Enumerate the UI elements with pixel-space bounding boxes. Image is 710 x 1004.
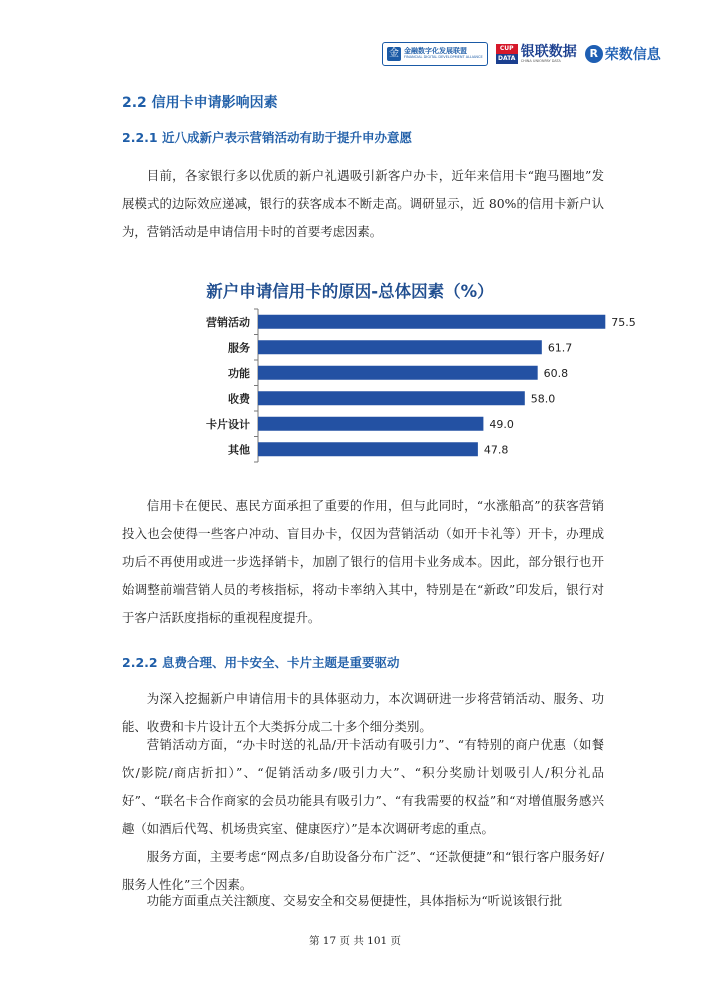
bar-6: [258, 442, 478, 456]
cup-data-logo: [496, 44, 577, 64]
section-heading: 2.2 信用卡申请影响因素: [122, 95, 278, 111]
fdda-logo-icon: 金: [389, 48, 399, 59]
data-label: 75.5: [611, 315, 636, 329]
fdda-logo-cn: 金融数字化发展联盟: [404, 47, 467, 56]
cup-data-logo-en: CHINA UNIONPAY DATA: [520, 58, 561, 63]
bar-3: [258, 366, 538, 380]
paragraph-2: 信用卡在便民、惠民方面承担了重要的作用，但与此同时，“水涨船高”的获客营销投入也会使得一些客户冲动、盲目办卡，仅因为营销活动（如开卡礼等）开卡，办理成功后不再使用或进一步选择销卡，加剧了银行的信用卡业务成本。因此，部分银行也开始调整前端营销人员的考核指标，将动卡率纳入其中，特别是在“新政”印发后，银行对于客户活跃度指标的重视程度提升。: [122, 498, 604, 625]
paragraph-5: 服务方面，主要考虑“网点多/自助设备分布广泛”、“还款便捷”和“银行客户服务好/服务人性化”三个因素。: [122, 849, 604, 892]
fdda-logo-en: FINANCIAL DIGITAL DEVELOPMENT ALLIANCE: [404, 55, 483, 60]
rongshu-logo-icon: R: [585, 45, 603, 63]
data-label: 49.0: [489, 417, 514, 431]
bar-4: [258, 391, 525, 405]
page-footer: 第 17 页 共 101 页: [308, 935, 402, 947]
header-logos: [382, 40, 662, 68]
cup-data-logo-icon: CUP DATA: [496, 44, 518, 64]
cup-data-logo-cn: 银联数据: [520, 43, 577, 60]
category-label: 卡片设计: [206, 417, 250, 431]
bar-chart: [150, 305, 636, 465]
paragraph-4: 营销活动方面，“办卡时送的礼品/开卡活动有吸引力”、“有特别的商户优惠（如餐饮/影院/商店折扣）”、“促销活动多/吸引力大”、“积分奖励计划吸引人/积分礼品好”、“联名卡合作商家的会员功能具有吸引力”、“有我需要的权益”和“对增值服务感兴趣（如酒后代驾、机场贵宾室、健康医疗）”是本次调研考虑的重点。: [122, 737, 604, 836]
data-label: 60.8: [543, 366, 569, 380]
category-label: 服务: [228, 341, 250, 355]
rongshu-logo: [585, 44, 661, 64]
category-label: 收费: [228, 392, 250, 406]
category-label: 功能: [228, 366, 250, 380]
paragraph-3: 为深入挖掘新户申请信用卡的具体驱动力，本次调研进一步将营销活动、服务、功能、收费和卡片设计五个大类拆分成二十多个细分类别。: [122, 691, 604, 734]
rongshu-logo-cn: 荣数信息: [604, 47, 661, 63]
data-label: 47.8: [483, 443, 509, 457]
subsection-heading-2: 2.2.2 息费合理、用卡安全、卡片主题是重要驱动: [122, 655, 400, 670]
category-label: 营销活动: [206, 315, 250, 329]
subsection-heading-1: 2.2.1 近八成新户表示营销活动有助于提升申办意愿: [122, 130, 412, 145]
bar-5: [258, 417, 483, 431]
paragraph-6: 功能方面重点关注额度、交易安全和交易便捷性，具体指标为“听说该银行批: [146, 893, 563, 908]
chart-title: 新户申请信用卡的原因-总体因素（%）: [206, 282, 494, 301]
data-label: 58.0: [530, 392, 556, 406]
fdda-logo: [382, 42, 488, 66]
data-label: 61.7: [547, 341, 573, 355]
bar-2: [258, 340, 542, 354]
bar-1: [258, 315, 605, 329]
paragraph-1: 目前，各家银行多以优质的新户礼遇吸引新客户办卡，近年来信用卡“跑马圈地”发展模式的边际效应递减，银行的获客成本不断走高。调研显示，近 80%的信用卡新户认为，营销活动是申请信用卡时的首要考虑因素。: [122, 168, 604, 239]
category-label: 其他: [228, 443, 250, 457]
